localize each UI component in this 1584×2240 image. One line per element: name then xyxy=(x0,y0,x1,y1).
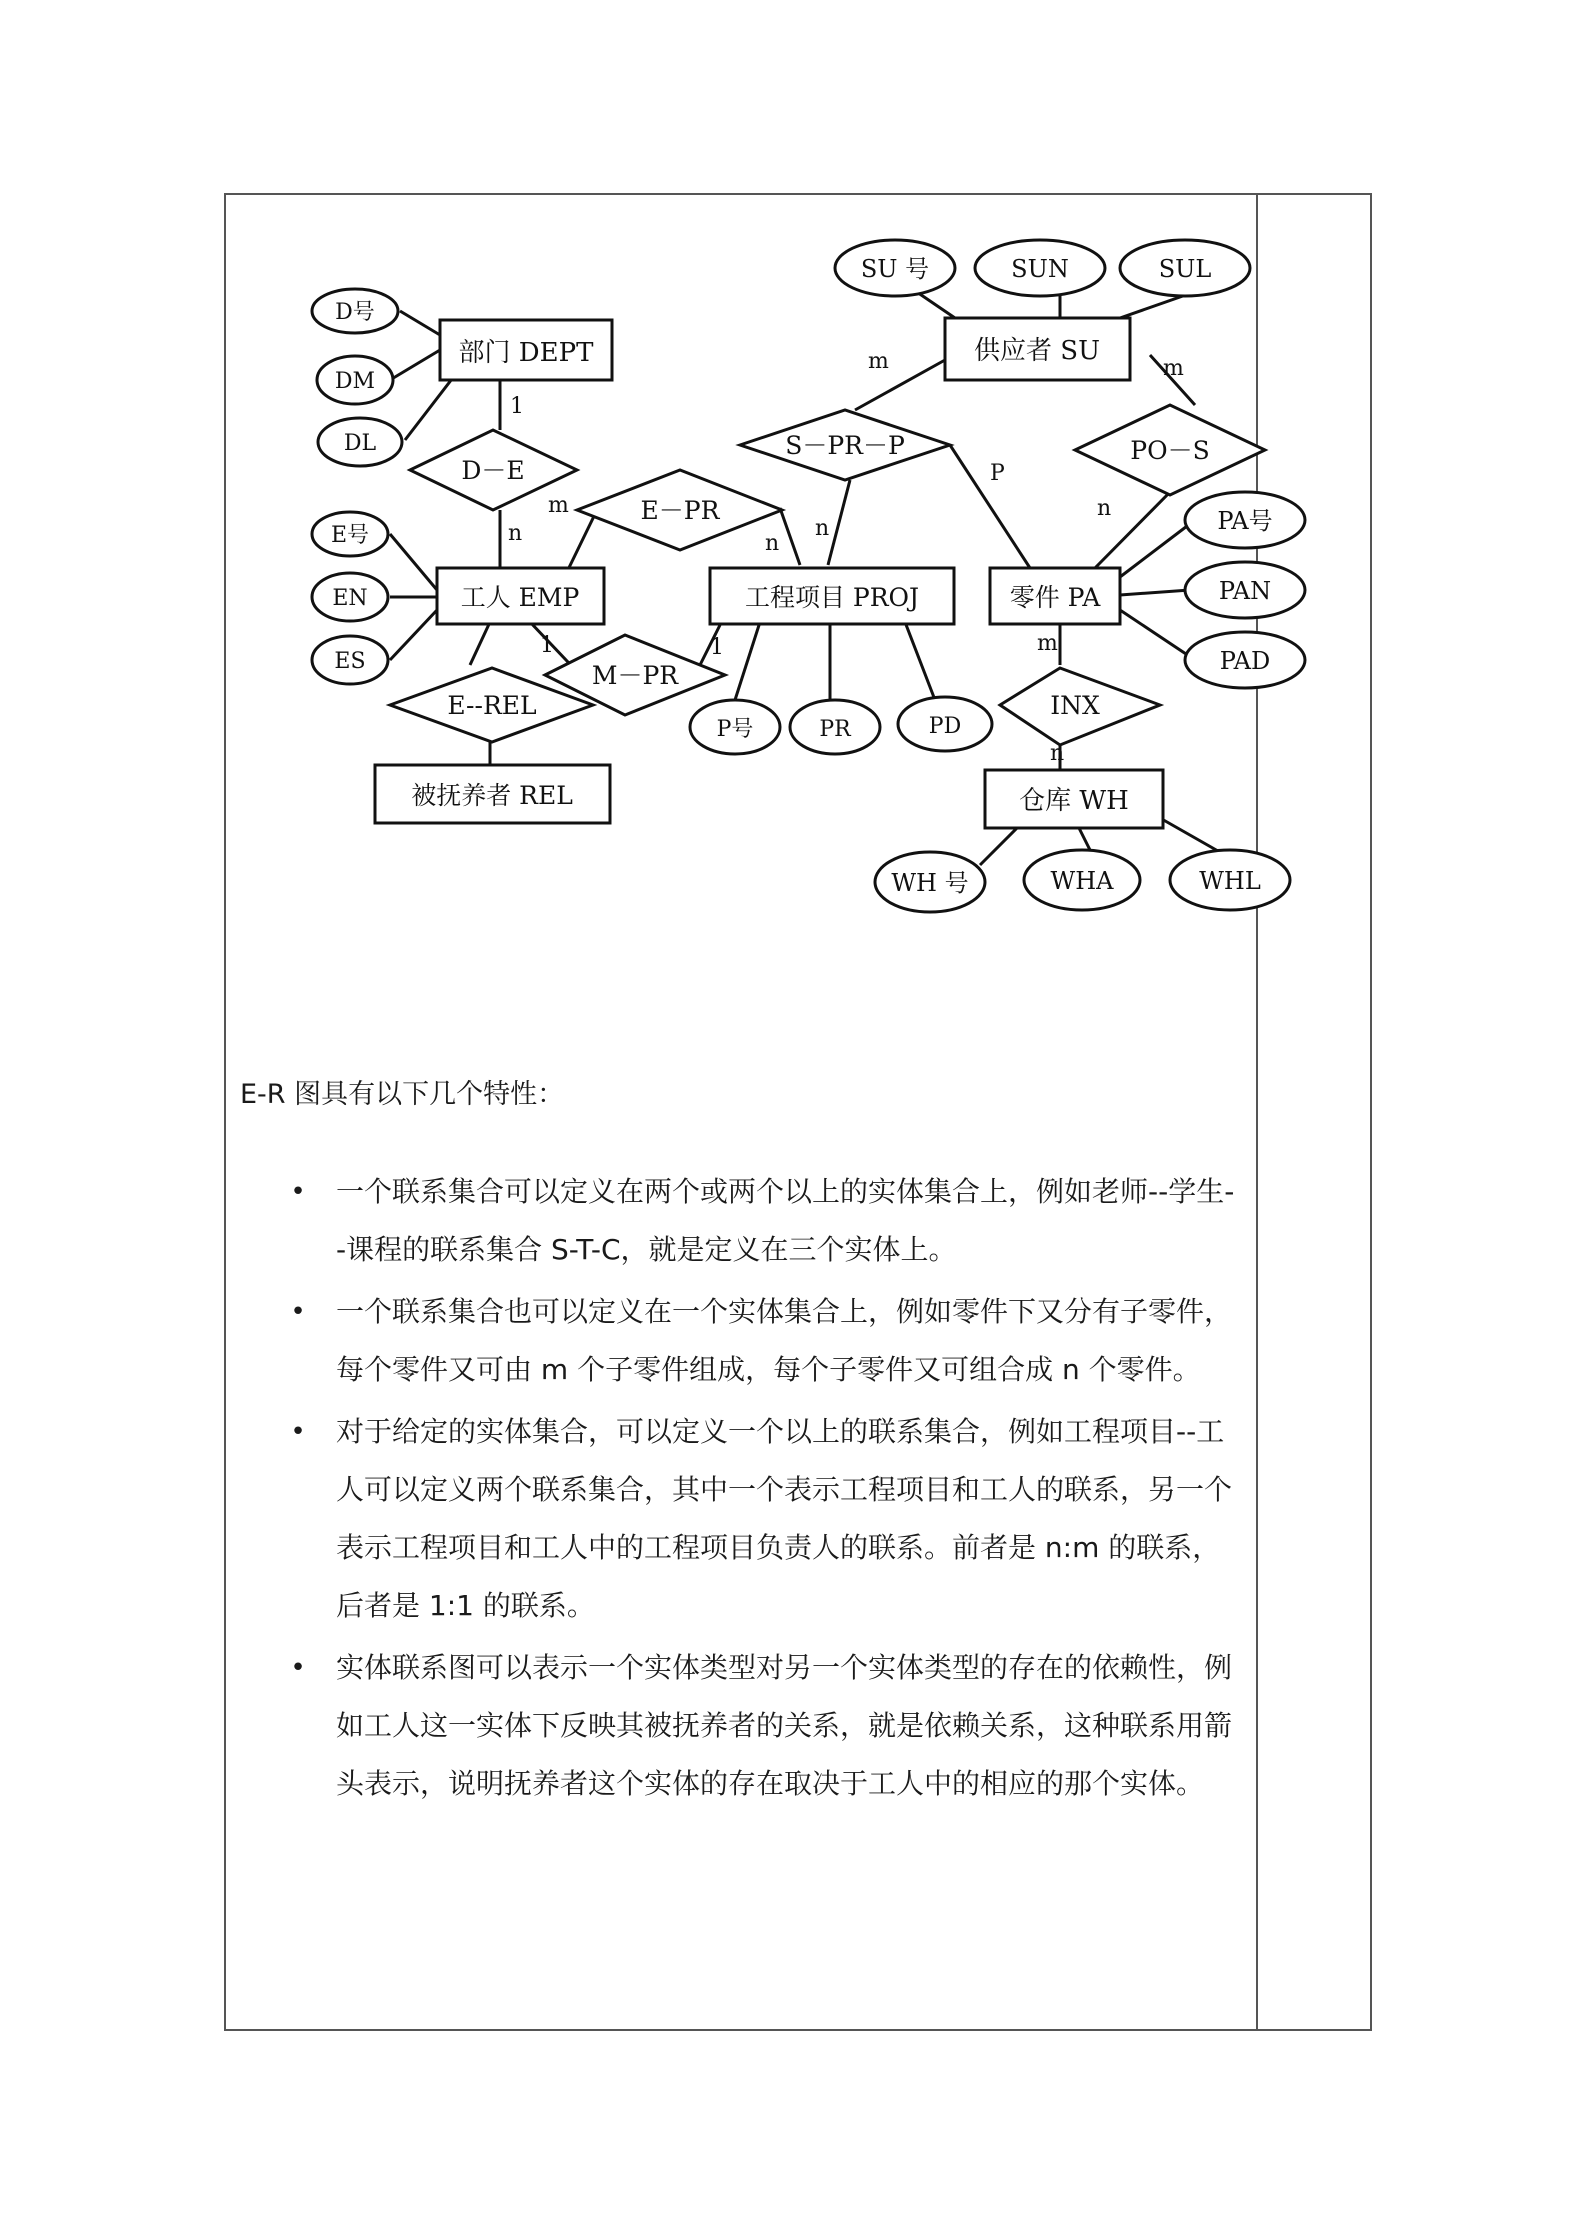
entity-wh: 仓库 WH xyxy=(1019,786,1129,816)
attr-whno: WH 号 xyxy=(891,869,969,897)
list-item xyxy=(240,1163,1240,1279)
list-item xyxy=(240,1403,1240,1635)
card-emp-epr: m xyxy=(548,493,569,518)
entity-proj: 工程项目 PROJ xyxy=(744,583,920,612)
attr-dno: D号 xyxy=(335,300,375,325)
property-list xyxy=(240,1163,1240,1813)
card-proj-epr: n xyxy=(765,531,780,556)
attr-sul: SUL xyxy=(1158,255,1212,283)
attr-suno: SU 号 xyxy=(860,255,930,283)
attr-pano: PA号 xyxy=(1217,507,1273,535)
card-dept-de: 1 xyxy=(510,394,524,419)
attr-sun: SUN xyxy=(1011,255,1069,283)
bullet-icon: • xyxy=(290,1297,306,1327)
entity-rel: 被抚养者 REL xyxy=(411,781,573,810)
card-emp-mpr: 1 xyxy=(540,633,554,658)
attr-dl: DL xyxy=(343,431,377,456)
text-content xyxy=(240,1075,1240,1817)
attr-pad: PAD xyxy=(1219,647,1271,675)
rel-sprp: S－PR－P xyxy=(785,431,905,460)
rel-inx: INX xyxy=(1050,691,1100,720)
entity-boxes xyxy=(375,318,1163,828)
attr-es: ES xyxy=(334,649,366,674)
list-item-text: 实体联系图可以表示一个实体类型对另一个实体类型的存在的依赖性，例如工人这一实体下反映其被抚养者的关系，就是依赖关系，这种联系用箭头表示，说明抚养者这个实体的存在取决于工人中的相应的那个实体。 xyxy=(336,1651,1233,1800)
attr-dm: DM xyxy=(334,369,376,394)
card-su-pos: m xyxy=(1163,356,1184,381)
attr-pr: PR xyxy=(819,717,851,742)
attr-pd: PD xyxy=(928,714,962,739)
card-proj-mpr: 1 xyxy=(710,635,724,660)
list-item-text: 对于给定的实体集合，可以定义一个以上的联系集合，例如工程项目--工人可以定义两个联系集合，其中一个表示工程项目和工人的联系，另一个表示工程项目和工人中的工程项目负责人的联系。前者是 n:m 的联系，后者是 1:1 的联系。 xyxy=(336,1415,1233,1622)
intro-text: E-R 图具有以下几个特性： xyxy=(240,1079,565,1110)
attr-pno: P号 xyxy=(716,717,754,742)
card-pa-sprp: P xyxy=(990,461,1005,486)
rel-mpr: M－PR xyxy=(591,661,679,690)
table-column-divider xyxy=(1256,193,1258,2031)
entity-dept: 部门 DEPT xyxy=(458,338,594,368)
list-item xyxy=(240,1639,1240,1813)
attr-wha: WHA xyxy=(1050,867,1114,895)
card-wh-inx: n xyxy=(1050,741,1065,766)
card-pa-pos: n xyxy=(1097,496,1112,521)
er-diagram-svg xyxy=(300,215,1273,935)
rel-epr: E－PR xyxy=(640,496,720,525)
attr-en: EN xyxy=(332,586,368,611)
entity-emp: 工人 EMP xyxy=(460,583,580,612)
list-item-text: 一个联系集合可以定义在两个或两个以上的实体集合上，例如老师--学生--课程的联系集合 S-T-C，就是定义在三个实体上。 xyxy=(336,1175,1235,1266)
entity-pa: 零件 PA xyxy=(1009,583,1101,612)
entity-su: 供应者 SU xyxy=(974,336,1100,366)
bullet-icon: • xyxy=(290,1653,306,1683)
card-su-sprp: m xyxy=(868,349,889,374)
card-emp-de: n xyxy=(508,521,523,546)
card-proj-sprp: n xyxy=(815,516,830,541)
rel-de: D－E xyxy=(461,456,525,485)
er-diagram xyxy=(300,215,1273,935)
attr-whl: WHL xyxy=(1199,867,1261,895)
attr-pan: PAN xyxy=(1218,577,1272,605)
rel-pos: PO－S xyxy=(1130,436,1210,465)
list-item-text: 一个联系集合也可以定义在一个实体集合上，例如零件下又分有子零件，每个零件又可由 m 个子零件组成，每个子零件又可组合成 n 个零件。 xyxy=(336,1295,1233,1386)
bullet-icon: • xyxy=(290,1177,306,1207)
list-item xyxy=(240,1283,1240,1399)
rel-erel: E--REL xyxy=(447,691,537,720)
card-pa-inx: m xyxy=(1037,631,1058,656)
bullet-icon: • xyxy=(290,1417,306,1447)
attr-eno: E号 xyxy=(330,523,370,548)
